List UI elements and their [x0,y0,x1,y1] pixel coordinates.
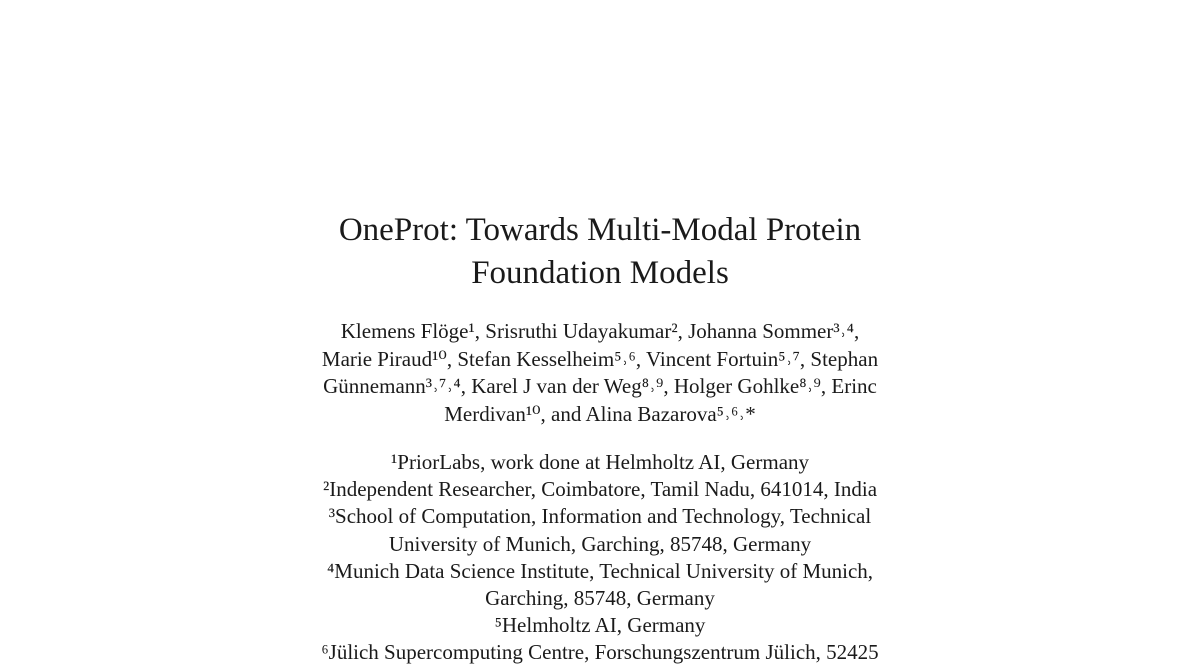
author-list [250,318,950,428]
affiliation-line: Garching, 85748, Germany [485,586,715,611]
title-line: Foundation Models [471,255,729,291]
affiliation-line: ⁴Munich Data Science Institute, Technical University of Munich, [326,558,874,583]
author-line: Merdivan¹⁰, and Alina Bazarova⁵˒⁶˒* [444,401,756,426]
affiliation-line: ¹PriorLabs, work done at Helmholtz AI, Germany [390,450,810,474]
author-line: Marie Piraud¹⁰, Stefan Kesselheim⁵˒⁶, Vincent Fortuin⁵˒⁷, Stephan [321,346,879,371]
affiliation-line: ⁶Jülich Supercomputing Centre, Forschungszentrum Jülich, 52425 [321,640,879,665]
author-line: Günnemann³˒⁷˒⁴, Karel J van der Weg⁸˒⁹, Holger Gohlke⁸˒⁹, Erinc [323,374,877,398]
affiliation-line: ²Independent Researcher, Coimbatore, Tamil Nadu, 641014, India [322,477,878,502]
affiliation-line: University of Munich, Garching, 85748, Germany [388,531,812,556]
author-line: Klemens Flöge¹, Srisruthi Udayakumar², Johanna Sommer³˒⁴, [340,319,860,343]
title-line: OneProt: Towards Multi-Modal Protein [338,212,862,248]
affiliation-line: ⁵Helmholtz AI, Germany [494,613,706,638]
paper-title [250,209,950,295]
affiliation-line: ³School of Computation, Information and Technology, Technical [328,504,872,529]
affiliation-list [250,449,950,667]
